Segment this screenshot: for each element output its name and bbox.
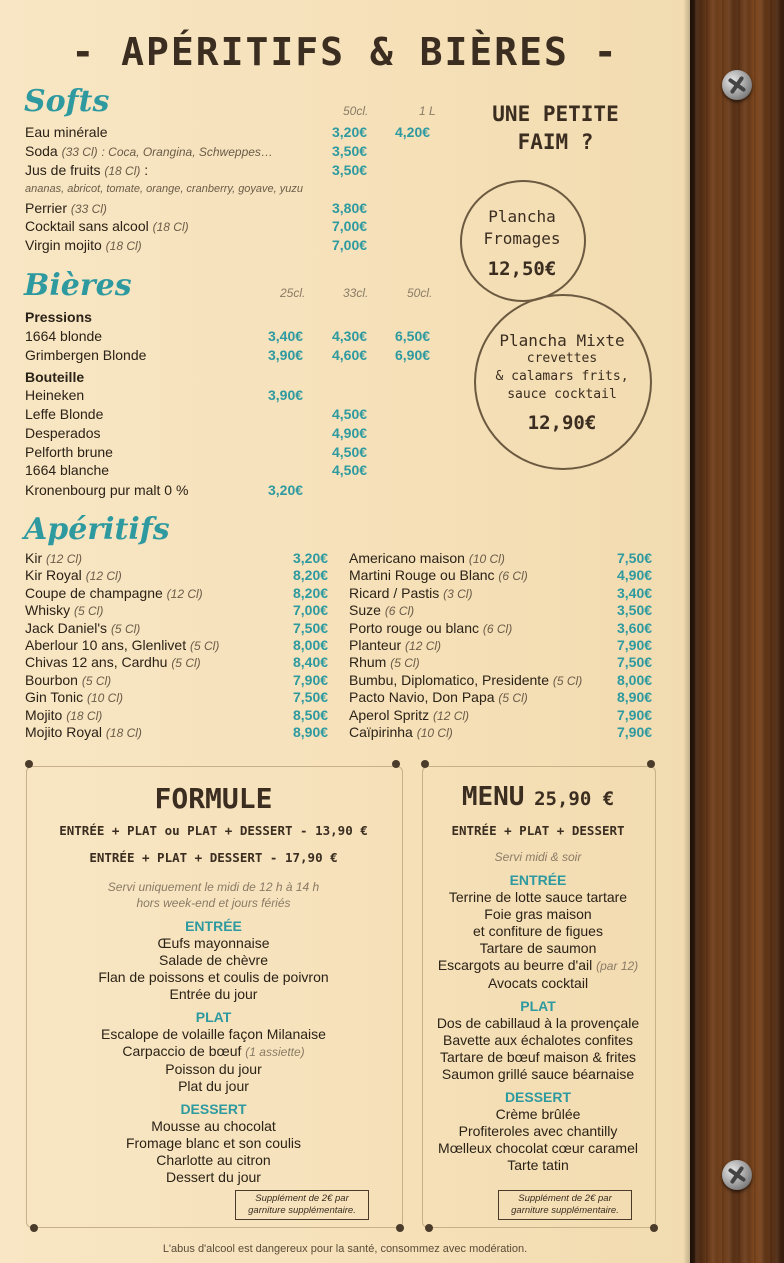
item-price: 7,00€ [332, 218, 368, 234]
list-item [25, 584, 203, 603]
corner-dot [396, 1224, 404, 1232]
item-name: Mojito [25, 706, 63, 723]
item-price: 8,40€ [293, 654, 329, 671]
item-price: 3,40€ [268, 328, 304, 344]
menu-line1: ENTRÉE + PLAT + DESSERT [451, 823, 625, 838]
list-item [349, 549, 505, 568]
plancha-mixte-price: 12,90€ [527, 412, 597, 434]
item-name: Aperol Spritz [349, 706, 430, 723]
item-name: Whisky [25, 602, 71, 619]
plancha-mixte: Plancha Mixte crevettes & calamars frits, sauce cocktail 12,90€ [476, 332, 648, 432]
item-price: 8,90€ [293, 724, 329, 740]
item-volume: (3 Cl) [443, 586, 473, 601]
item-price: 7,00€ [332, 237, 368, 253]
list-item: Leffe Blonde [25, 406, 104, 422]
list-item [349, 706, 469, 725]
col-header-50cl: 50cl. [407, 286, 433, 300]
item-volume: (5 Cl) [390, 656, 420, 671]
list-item: Jus de fruits (18 Cl) : [25, 162, 149, 178]
item-price: 8,00€ [617, 671, 653, 688]
item-price: 4,50€ [332, 444, 368, 460]
item-name: Jack Daniel's [25, 619, 108, 636]
item-price: 3,90€ [268, 387, 304, 403]
item-volume: (6 Cl) [482, 621, 513, 636]
corner-dot [421, 760, 429, 768]
list-item [349, 688, 528, 707]
item-volume: (10 Cl) [468, 552, 505, 566]
item-price: 3,50€ [332, 162, 368, 178]
plancha-fromages: Plancha Fromages 12,50€ [462, 206, 582, 280]
pressions-label: Pressions [25, 309, 92, 325]
list-item [349, 671, 582, 690]
menu-courses: ENTRÉE Terrine de lotte sauce tartare Foie gras maison et confiture de figues Tartare de saumon Escargots au beurre d'ail (par 12) Avocats cocktail PLAT Dos de cabillaud à la provençale Bavette aux échalotes confites Tartare de bœuf maison & frites Saumon grillé sauce béarnaise DESSERT Crème brûlée Profiteroles avec chantilly Mœlleux chocolat cœur caramel Tarte tatin [436, 872, 640, 1173]
item-price: 4,90€ [617, 567, 653, 584]
list-item: Cocktail sans alcool (18 Cl) [25, 218, 189, 234]
menu-title: MENU 25,90 € [461, 782, 615, 812]
list-item [25, 671, 111, 690]
list-item [25, 636, 219, 655]
paper-shadow [683, 0, 695, 1263]
list-item [349, 619, 512, 638]
item-name: Mojito Royal [25, 724, 103, 740]
item-name: Aberlour 10 ans, Glenlivet [25, 637, 187, 653]
item-name: Pacto Navio, Don Papa [349, 689, 495, 706]
item-name: Bourbon [25, 671, 78, 688]
list-item: 1664 blanche [25, 462, 110, 478]
list-item: Soda (33 Cl) : Coca, Orangina, Schweppes… [25, 143, 273, 159]
item-price: 8,20€ [293, 567, 329, 584]
item-name: Planteur [349, 637, 402, 653]
formule-line2: ENTRÉE + PLAT + DESSERT - 17,90 € [89, 850, 338, 865]
item-name: Suze [349, 602, 381, 619]
item-name: Gin Tonic [25, 689, 84, 706]
menu-served: Servi midi & soir [494, 850, 582, 864]
item-price: 8,00€ [293, 637, 329, 653]
aperitifs-heading: Apéritifs [24, 512, 170, 547]
col-header-25cl: 25cl. [280, 286, 306, 300]
plancha-fromages-price: 12,50€ [487, 258, 557, 280]
item-volume: (18 Cl) [105, 726, 142, 740]
list-item [349, 601, 414, 620]
item-volume: (12 Cl) [85, 569, 122, 584]
list-item [25, 123, 108, 141]
item-price: 7,90€ [617, 724, 653, 740]
item-price: 7,90€ [617, 637, 653, 653]
item-volume: (5 Cl) [171, 656, 201, 671]
list-item: Pelforth brune [25, 444, 113, 460]
item-price: 8,90€ [617, 689, 653, 706]
item-price: 3,20€ [293, 550, 329, 566]
list-item [349, 566, 528, 585]
corner-dot [647, 760, 655, 768]
list-item [349, 636, 441, 655]
list-item [25, 723, 142, 742]
item-name: Ricard / Pastis [349, 584, 440, 601]
item-name: Kir [25, 550, 43, 566]
item-price: 4,50€ [332, 406, 368, 422]
item-price: 7,90€ [293, 671, 329, 688]
corner-dot [650, 1224, 658, 1232]
corner-dot [25, 760, 33, 768]
item-volume: (10 Cl) [87, 691, 124, 706]
item-price: 3,20€ [332, 124, 368, 140]
item-price: 6,90€ [395, 347, 431, 363]
item-price: 4,90€ [332, 425, 368, 441]
list-item: Heineken [25, 387, 85, 403]
list-item: Desperados [25, 425, 101, 441]
item-volume: (12 Cl) [433, 708, 470, 723]
corner-dot [425, 1224, 433, 1232]
item-price: 4,30€ [332, 328, 368, 344]
item-volume: (6 Cl) [498, 569, 528, 584]
item-volume: (5 Cl) [498, 691, 528, 706]
item-price: 3,90€ [268, 347, 304, 363]
list-item [25, 706, 102, 725]
screw-icon [722, 1160, 752, 1190]
item-price: 3,40€ [617, 584, 653, 601]
item-volume: (5 Cl) [552, 673, 583, 688]
item-price: 4,20€ [395, 124, 431, 140]
footer-warning: L'abus d'alcool est dangereux pour la santé, consommez avec modération. [162, 1243, 528, 1255]
item-price: 8,20€ [293, 584, 329, 601]
item-price: 7,50€ [617, 654, 653, 671]
softs-heading: Softs [24, 84, 110, 119]
list-item [25, 601, 103, 620]
item-volume: (5 Cl) [189, 639, 220, 653]
col-header-1l: 1 L [419, 104, 436, 118]
list-item: Virgin mojito (18 Cl) [25, 237, 142, 253]
item-price: 3,20€ [268, 482, 304, 498]
petite-faim-title: UNE PETITE FAIM ? [492, 102, 619, 154]
list-item: Kronenbourg pur malt 0 % [25, 482, 189, 498]
item-name: Martini Rouge ou Blanc [349, 567, 495, 584]
formule-supplement: Supplément de 2€ par garniture supplémentaire. [235, 1190, 369, 1220]
formule-entree: ENTRÉE Œufs mayonnaise Salade de chèvre Flan de poissons et coulis de poivron Entrée du jour PLAT Escalope de volaille façon Milanaise Carpaccio de bœuf (1 assiette) Poisson du jour Plat du jour DESSERT Mousse au chocolat Fromage blanc et son coulis Charlotte au citron Dessert du jour [98, 918, 329, 1185]
col-header-50cl: 50cl. [343, 104, 369, 118]
list-item [25, 566, 122, 585]
list-item: 1664 blonde [25, 328, 103, 344]
screw-icon [722, 70, 752, 100]
list-item [349, 723, 453, 742]
juice-list: ananas, abricot, tomate, orange, cranberry, goyave, yuzu [25, 183, 304, 195]
item-price: 6,50€ [395, 328, 431, 344]
item-name: Porto rouge ou blanc [349, 619, 479, 636]
list-item [349, 653, 420, 672]
item-volume: (5 Cl) [81, 673, 112, 688]
item-price: 4,60€ [332, 347, 368, 363]
item-price: 7,50€ [617, 550, 653, 566]
item-volume: (18 Cl) [66, 708, 103, 723]
item-name: Eau minérale [25, 124, 108, 140]
item-volume: (12 Cl) [166, 586, 203, 601]
item-volume: (6 Cl) [384, 604, 415, 619]
item-volume: (10 Cl) [416, 726, 453, 740]
list-item [25, 653, 201, 672]
item-name: Caïpirinha [349, 724, 413, 740]
item-price: 3,60€ [617, 619, 653, 636]
list-item [25, 619, 140, 638]
item-price: 4,50€ [332, 462, 368, 478]
corner-dot [392, 760, 400, 768]
item-volume: (5 Cl) [110, 621, 141, 636]
item-price: 3,80€ [332, 200, 368, 216]
menu-supplement: Supplément de 2€ par garniture supplémentaire. [498, 1190, 632, 1220]
formule-title: FORMULE [154, 782, 273, 815]
list-item: Grimbergen Blonde [25, 347, 147, 363]
item-name: Bumbu, Diplomatico, Presidente [349, 671, 549, 688]
menu-price: 25,90 € [534, 788, 615, 810]
list-item [25, 549, 82, 568]
item-price: 7,50€ [293, 619, 329, 636]
col-header-33cl: 33cl. [343, 286, 369, 300]
item-name: Americano maison [349, 550, 465, 566]
item-volume: (5 Cl) [74, 604, 104, 619]
item-volume: (12 Cl) [405, 639, 442, 653]
item-price: 7,50€ [293, 689, 329, 706]
wood-panel [690, 0, 784, 1263]
corner-dot [30, 1224, 38, 1232]
item-price: 3,50€ [332, 143, 368, 159]
item-price: 7,00€ [293, 602, 329, 619]
item-volume: (12 Cl) [46, 552, 83, 566]
list-item [349, 584, 472, 603]
item-price: 8,50€ [293, 706, 329, 723]
formule-served1: Servi uniquement le midi de 12 h à 14 h [107, 880, 320, 894]
item-price: 7,90€ [617, 706, 653, 723]
formule-line1: ENTRÉE + PLAT ou PLAT + DESSERT - 13,90 € [59, 823, 368, 838]
item-price: 3,50€ [617, 602, 653, 619]
bieres-heading: Bières [24, 268, 132, 303]
formule-served2: hors week-end et jours fériés [136, 896, 291, 910]
list-item: Perrier (33 Cl) [25, 200, 107, 216]
item-name: Coupe de champagne [25, 584, 163, 601]
item-name: Rhum [349, 654, 387, 671]
bouteille-label: Bouteille [25, 369, 85, 385]
item-name: Kir Royal [25, 567, 82, 584]
item-name: Chivas 12 ans, Cardhu [25, 654, 168, 671]
page-title: - APÉRITIFS & BIÈRES - [71, 30, 619, 74]
list-item [25, 688, 123, 707]
